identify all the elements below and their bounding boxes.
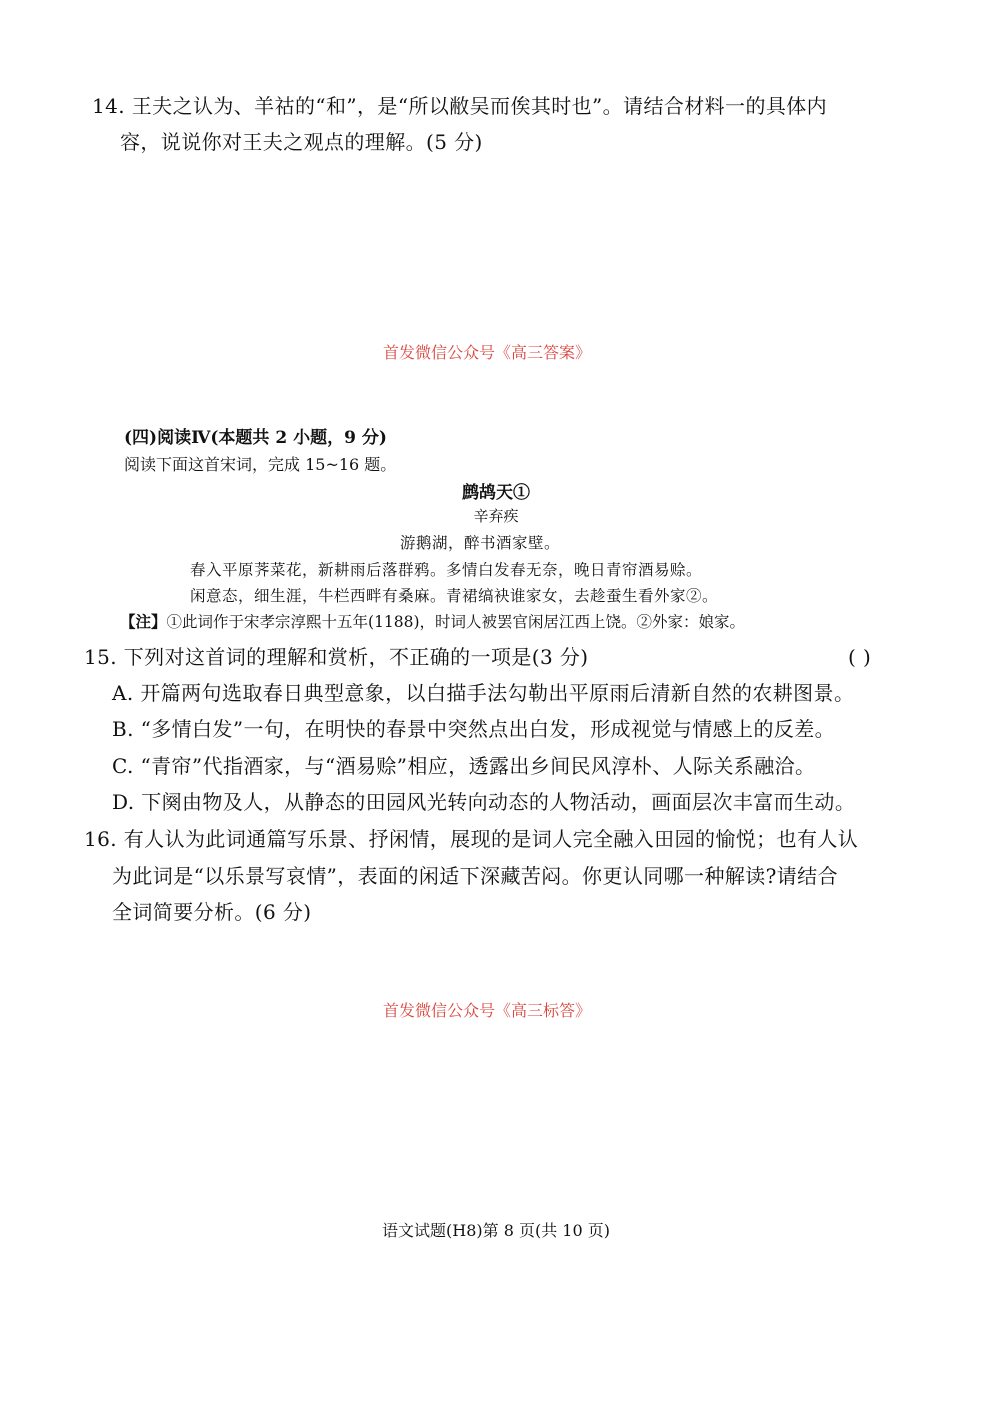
watermark-bottom: 首发微信公众号《高三标答》 <box>383 1001 592 1020</box>
q15-option-c: C. “青帘”代指酒家，与“酒易赊”相应，透露出乡间民风淳朴、人际关系融洽。 <box>112 754 816 778</box>
q15-option-b: B. “多情白发”一句，在明快的春景中突然点出白发，形成视觉与情感上的反差。 <box>112 717 836 741</box>
poem-line-2: 闲意态，细生涯，牛栏西畔有桑麻。青裙缟袂谁家女，去趁蚕生看外家②。 <box>190 587 719 605</box>
page-footer: 语文试题(H8)第 8 页(共 10 页) <box>382 1221 610 1240</box>
q14-line-2: 容，说说你对王夫之观点的理解。(5 分) <box>120 130 483 154</box>
section-title: (四)阅读Ⅳ(本题共 2 小题，9 分) <box>124 428 387 448</box>
poem-subtitle: 游鹅湖，醉书酒家壁。 <box>400 534 561 552</box>
q16-line-3: 全词简要分析。(6 分) <box>112 900 312 924</box>
watermark-top: 首发微信公众号《高三答案》 <box>383 343 592 362</box>
q14-line-1: 14. 王夫之认为、羊祜的“和”，是“所以敝吴而俟其时也”。请结合材料一的具体内 <box>92 94 828 118</box>
q15-stem: 15. 下列对这首词的理解和赏析，不正确的一项是(3 分) <box>84 645 589 669</box>
q15-option-a: A. 开篇两句选取春日典型意象，以白描手法勾勒出平原雨后清新自然的农耕图景。 <box>112 681 855 705</box>
note-tag: 【注】 <box>120 612 167 631</box>
q16-line-1: 16. 有人认为此词通篇写乐景、抒闲情，展现的是词人完全融入田园的愉悦；也有人认 <box>84 827 859 851</box>
poem-title: 鹧鸪天① <box>462 483 530 503</box>
poem-note <box>120 612 745 632</box>
poem-author: 辛弃疾 <box>473 507 519 525</box>
q16-line-2: 为此词是“以乐景写哀情”，表面的闲适下深藏苦闷。你更认同哪一种解读?请结合 <box>112 864 838 888</box>
section-intro: 阅读下面这首宋词，完成 15~16 题。 <box>124 455 397 474</box>
q15-option-d: D. 下阕由物及人，从静态的田园风光转向动态的人物活动，画面层次丰富而生动。 <box>112 790 856 814</box>
poem-line-1: 春入平原荠菜花，新耕雨后落群鸦。多情白发春无奈，晚日青帘酒易赊。 <box>190 561 703 579</box>
q15-answer-blank: ( ) <box>848 645 872 669</box>
note-text: ①此词作于宋孝宗淳熙十五年(1188)，时词人被罢官闲居江西上饶。②外家：娘家。 <box>166 613 746 631</box>
